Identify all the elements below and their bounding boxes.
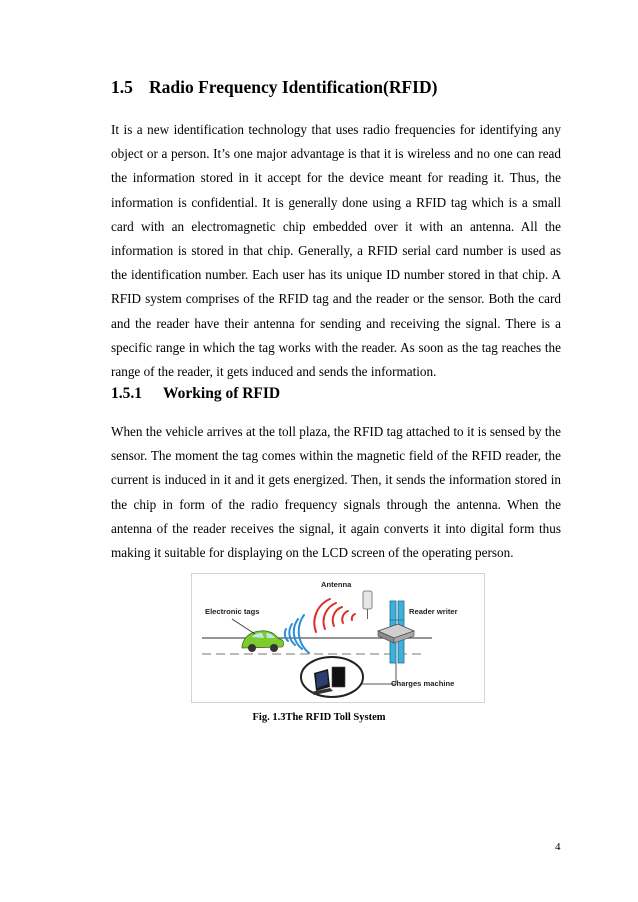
section-paragraph: It is a new identification technology that uses radio frequencies for identifying any object or a person. It’s one major advantage is that it is wireless and no one can read the information stored in it accept for the device meant for reading it. Thus, the information is confidential. It is generally done using a RFID tag which is a small card with an electromagnetic chip embedded over it with an antenna. All the information is stored in that chip. Generally, a RFID serial card number is used as the identification number. Each user has its unique ID number stored in that chip. A RFID system comprises of the RFID tag and the reader or the sensor. Both the card and the reader have their antenna for sending and receiving the signal. There is a specific range in which the tag works with the reader. As soon as the tag reaches the range of the reader, it gets induced and sends the information. [111, 122, 561, 380]
label-charges-machine: Charges machine [391, 679, 455, 688]
subsection-title: Working of RFID [163, 385, 281, 402]
antenna-icon [363, 591, 372, 619]
page-number: 4 [555, 841, 561, 853]
section-title: Radio Frequency Identification(RFID) [149, 77, 438, 97]
rfid-toll-illustration [192, 574, 484, 702]
tag-pointer-line [232, 619, 255, 634]
car-icon [242, 631, 284, 652]
charges-machine-icon [301, 657, 363, 697]
section-heading [111, 77, 437, 98]
reader-signal-waves [314, 599, 355, 632]
label-antenna: Antenna [321, 580, 352, 589]
label-electronic-tags: Electronic tags [205, 607, 260, 616]
subsection-paragraph: When the vehicle arrives at the toll plaza, the RFID tag attached to it is sensed by the sensor. The moment the tag comes within the magnetic field of the RFID reader, the current is induced in it and it gets energized. Then, it sends the information stored in the chip in form of the radio frequency signals through the antenna. When the antenna of the reader receives the signal, it again converts it into digital form thus making it suitable for displaying on the LCD screen of the operating person. [111, 424, 561, 561]
tag-signal-waves [285, 615, 309, 653]
rfid-toll-figure [191, 573, 485, 703]
section-number: 1.5 [111, 77, 133, 97]
label-reader-writer: Reader writer [409, 607, 458, 616]
figure-caption: Fig. 1.3The RFID Toll System [252, 712, 386, 723]
reader-writer-icon [378, 624, 414, 643]
subsection-heading [111, 385, 280, 403]
subsection-number: 1.5.1 [111, 385, 142, 402]
